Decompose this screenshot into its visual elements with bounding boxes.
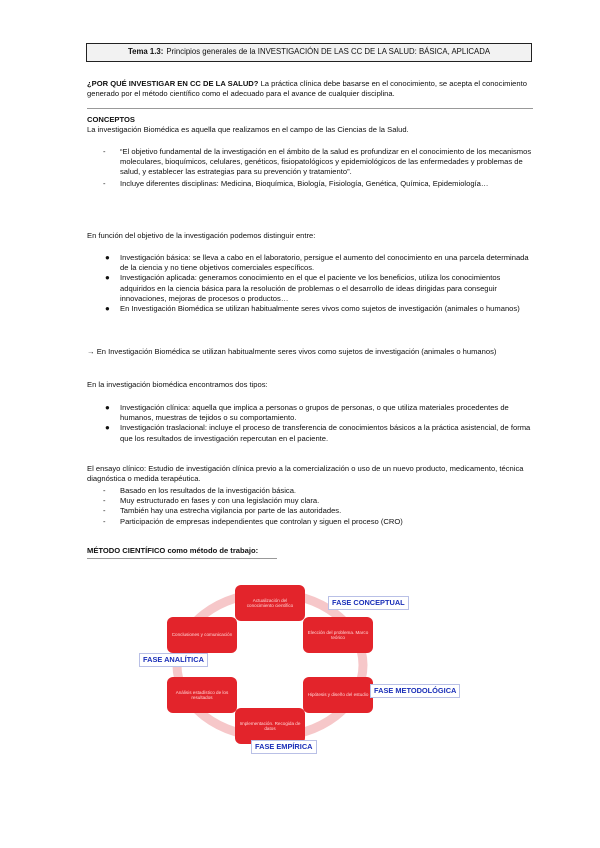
node-bottom-right: Hipótesis y diseño del estudio: [303, 677, 373, 713]
concepts-section: [87, 115, 537, 135]
intro-question: ¿POR QUÉ INVESTIGAR EN CC DE LA SALUD?: [87, 79, 259, 88]
scientific-method-diagram: [135, 573, 475, 758]
trial-text: El ensayo clínico: Estudio de investigación clínica previo a la comercialización o uso de un nuevo producto, medicamento, técnica diagnóstica o medida terapéutica.: [87, 464, 524, 484]
node-bottom: Implementación. Recogida de datos: [235, 708, 305, 744]
list-item: - “El objetivo fundamental de la investigación en el ámbito de la salud es profundizar en el conocimiento de los mecanismos moleculares, bioquímicos, celulares, genéticos, fisiopatológicos y epidemiológicos de las enfermedades y problemas de salud, y establecer las estrategias para su prevención y tratamiento”.: [103, 147, 532, 177]
list-item: - Participación de empresas independientes que controlan y siguen el proceso (CRO): [103, 516, 403, 526]
title-prefix: Tema 1.3:: [127, 47, 164, 57]
types-list: [87, 403, 537, 444]
title-box: [86, 43, 532, 62]
node-top: Actualización del conocimiento científico: [235, 585, 305, 621]
list-item: ● Investigación básica: se lleva a cabo en el laboratorio, persigue el aumento del conocimiento en una parcela determinada de la ciencia y no tiene objetivos comerciales específicos.: [105, 253, 529, 273]
list-item: ● Investigación clínica: aquella que implica a personas o grupos de personas, o que utiliza materiales procedentes de humanos, muestras de tejidos o su comportamiento.: [105, 403, 509, 423]
phase-analitica: FASE ANALÍTICA: [139, 653, 208, 667]
node-top-left: Conclusiones y comunicación: [167, 617, 237, 653]
intro-text: La práctica clínica debe basarse en el conocimiento, se acepta el conocimiento generado por el método científico como el adecuado para el avance de cualquier disciplina.: [87, 79, 527, 99]
phase-empirica: FASE EMPÍRICA: [251, 740, 317, 754]
list-item: - Incluye diferentes disciplinas: Medicina, Bioquímica, Biología, Fisiología, Genética, Química, Epidemiología…: [103, 178, 489, 188]
list-item: - Muy estructurado en fases y con una legislación muy clara.: [103, 496, 320, 506]
phase-metodologica: FASE METODOLÓGICA: [370, 684, 460, 698]
divider: [87, 108, 533, 109]
trial-list: [87, 486, 537, 527]
types-intro: En la investigación biomédica encontramos dos tipos:: [87, 380, 268, 389]
list-item: - Basado en los resultados de la investigación básica.: [103, 486, 297, 495]
list-item: ● En Investigación Biomédica se utilizan habitualmente seres vivos como sujetos de investigación (animales o humanos): [105, 304, 520, 314]
method-underline: [87, 558, 277, 559]
method-heading: MÉTODO CIENTÍFICO como método de trabajo:: [87, 546, 259, 555]
concepts-definition: La investigación Biomédica es aquella que realizamos en el campo de las Ciencias de la Salud.: [87, 125, 409, 135]
title-text: Principios generales de la INVESTIGACIÓN DE LAS CC DE LA SALUD: BÁSICA, APLICADA: [166, 47, 491, 57]
list-item: ● Investigación traslacional: incluye el proceso de transferencia de conocimientos básicos a la práctica asistencial, de forma que los resultados de investigación repercutan en el paciente.: [105, 423, 531, 443]
objective-list: [87, 253, 537, 314]
objective-intro: En función del objetivo de la investigación podemos distinguir entre:: [87, 231, 316, 240]
intro-paragraph: [87, 79, 537, 99]
concepts-list: [87, 147, 537, 189]
list-item: - También hay una estrecha vigilancia por parte de las autoridades.: [103, 506, 342, 516]
concepts-heading: CONCEPTOS: [87, 115, 135, 124]
list-item: ● Investigación aplicada: generamos conocimiento en el que el paciente ve los beneficios, utiliza los conocimientos adquiridos en la ciencia básica para la resolución de problemas o el desarrollo de ideas dirigidas para conseguir innovaciones, mejoras de procesos o productos…: [105, 273, 501, 303]
node-bottom-left: Análisis estadístico de los resultados: [167, 677, 237, 713]
arrow-note: → En Investigación Biomédica se utilizan habitualmente seres vivos como sujetos de investigación (animales o humanos): [87, 347, 497, 356]
node-top-right: Elección del problema. Marco teórico: [303, 617, 373, 653]
phase-conceptual: FASE CONCEPTUAL: [328, 596, 409, 610]
